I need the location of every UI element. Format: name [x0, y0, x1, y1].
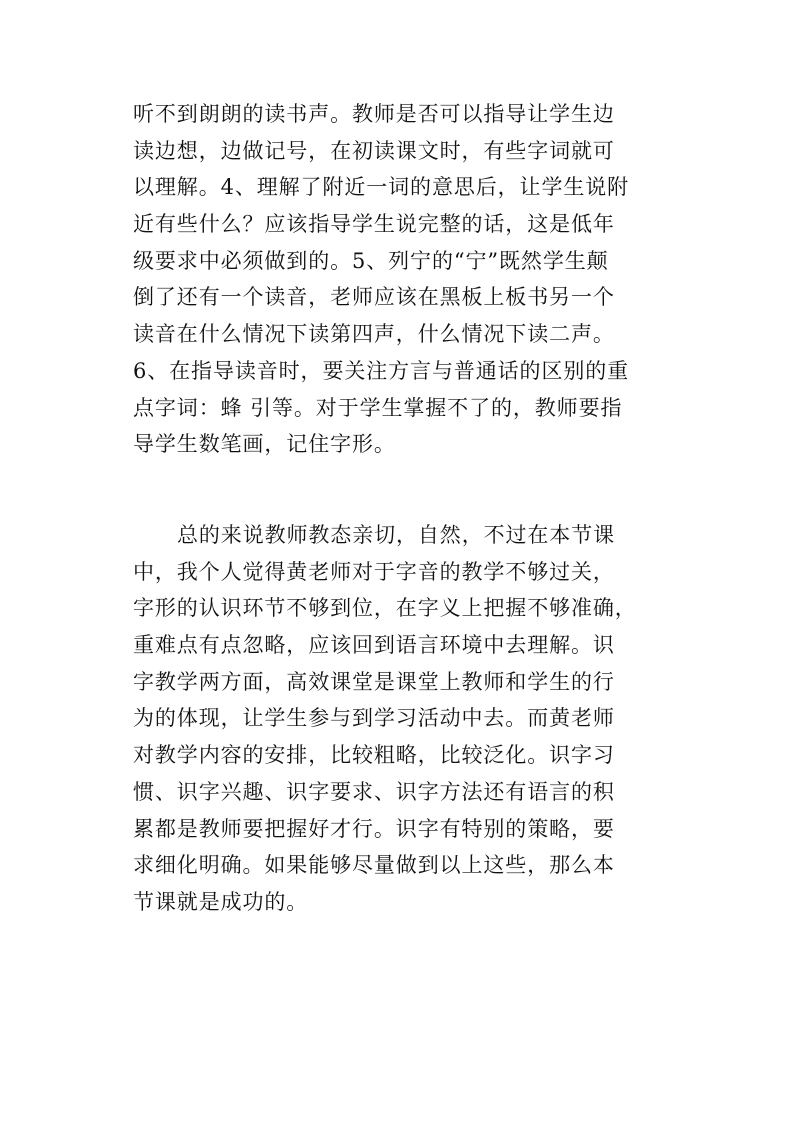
- text-line: 重难点有点忽略，应该回到语言环境中去理解。识: [133, 633, 615, 658]
- text-line: 中，我个人觉得黄老师对于字音的教学不够过关，: [133, 559, 615, 584]
- text-line: 求细化明确。如果能够尽量做到以上这些，那么本: [133, 853, 615, 878]
- text-line: 字教学两方面，高效课堂是课堂上教师和学生的行: [133, 669, 615, 694]
- text-line: 读边想，边做记号，在初读课文时，有些字词就可: [133, 138, 615, 163]
- text-line: 对教学内容的安排，比较粗略，比较泛化。识字习: [133, 743, 615, 768]
- text-line: 点字词：蜂 引等。对于学生掌握不了的，教师要指: [133, 395, 623, 420]
- text-line: 级要求中必须做到的。5、列宁的“宁”既然学生颠: [133, 248, 609, 273]
- text-line: 节课就是成功的。: [133, 889, 309, 914]
- text-line: 读音在什么情况下读第四声，什么情况下读二声。: [133, 322, 615, 347]
- text-line: 近有些什么？应该指导学生说完整的话，这是低年: [133, 212, 615, 237]
- paragraph-2: [133, 517, 673, 921]
- text-line: 6、在指导读音时，要关注方言与普通话的区别的重: [133, 358, 630, 383]
- text-line: 字形的认识环节不够到位，在字义上把握不够准确，: [133, 596, 637, 621]
- paragraph-1: [133, 96, 673, 463]
- text-line: 为的体现，让学生参与到学习活动中去。而黄老师: [133, 706, 615, 731]
- text-line: 听不到朗朗的读书声。教师是否可以指导让学生边: [133, 102, 615, 126]
- text-line: 导学生数笔画，记住字形。: [133, 432, 396, 457]
- text-line: 总的来说教师教态亲切，自然，不过在本节课: [177, 523, 615, 547]
- text-line: 倒了还有一个读音，老师应该在黑板上板书另一个: [133, 285, 615, 310]
- text-line: 惯、识字兴趣、识字要求、识字方法还有语言的积: [133, 779, 615, 804]
- text-line: 以理解。4、理解了附近一词的意思后，让学生说附: [133, 175, 630, 200]
- text-line: 累都是教师要把握好才行。识字有特别的策略，要: [133, 816, 615, 841]
